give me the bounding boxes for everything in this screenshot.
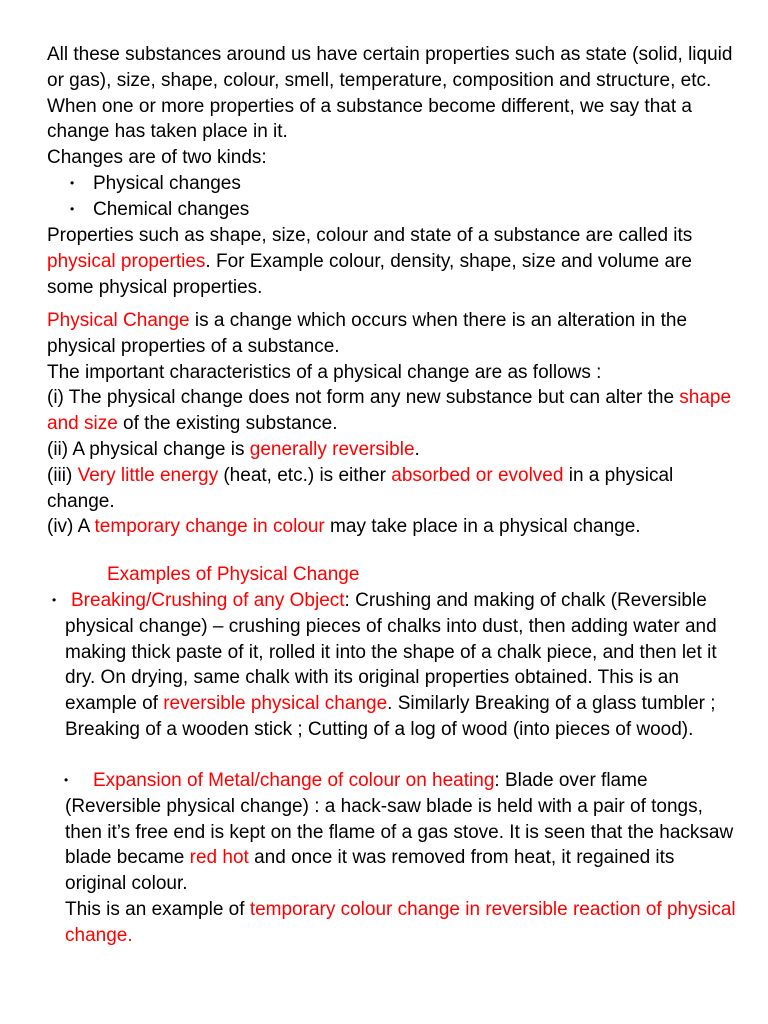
highlight-physical-properties: physical properties xyxy=(47,250,206,272)
example-text: : Blade over flame (Reversible physical change) : a hack-saw blade is held with a pair of tongs, then it’s free end is kept on the flame of a gas stove. It is seen that the hacksaw blade became xyxy=(65,770,734,869)
highlight-red-hot: red hot xyxy=(189,847,249,869)
properties-paragraph xyxy=(47,223,737,300)
highlight-reversible: generally reversible xyxy=(249,438,415,460)
highlight-physical-change: Physical Change xyxy=(47,310,190,331)
highlight-little-energy: Very little energy xyxy=(77,464,219,486)
characteristic-text: (iv) A xyxy=(47,516,95,538)
characteristics-heading: The important characteristics of a physical change are as follows : xyxy=(47,361,602,383)
characteristic-text: in a physical change. xyxy=(47,464,674,512)
list-item-label: Physical changes xyxy=(93,173,241,194)
example-text: . Similarly Breaking of a glass tumbler ; Breaking of a wooden stick ; Cutting of a log of wood (into pieces of wood). xyxy=(65,693,716,740)
highlight-absorbed-evolved: absorbed or evolved xyxy=(391,464,564,486)
intro-paragraph xyxy=(47,42,737,171)
highlight-temporary-colour: temporary change in colour xyxy=(94,516,325,538)
bullet-icon: • xyxy=(70,176,75,190)
kinds-heading: Changes are of two kinds: xyxy=(47,147,267,169)
example-item xyxy=(65,768,737,949)
list-item xyxy=(70,171,249,197)
examples-heading: Examples of Physical Change xyxy=(107,564,360,585)
highlight-temporary-colour-change: temporary colour change in reversible reaction of physical change. xyxy=(65,898,736,946)
example-title: Breaking/Crushing of any Object xyxy=(71,590,345,611)
characteristic-text: (iii) xyxy=(47,464,78,486)
characteristic-text: (ii) A physical change is xyxy=(47,438,250,460)
example-text: : Crushing and making of chalk (Reversible physical change) – crushing pieces of chalks into dust, then adding water and making thick paste of it, rolled it into the shape of a chalk piece, and then let it dry. On drying, same chalk with its original properties obtained. This is an example of xyxy=(65,590,717,715)
characteristic-text: (heat, etc.) is either xyxy=(218,464,392,486)
properties-text: . For Example colour, density, shape, size and volume are some physical properties. xyxy=(47,250,692,298)
characteristic-text: . xyxy=(414,438,420,460)
list-item xyxy=(70,197,250,223)
physical-change-paragraph xyxy=(47,308,737,540)
list-item-label: Chemical changes xyxy=(93,198,250,220)
example-text: and once it was removed from heat, it regained its original colour. xyxy=(65,847,675,895)
highlight-reversible-change: reversible physical change xyxy=(163,693,388,715)
characteristic-text: may take place in a physical change. xyxy=(324,516,641,538)
properties-text: Properties such as shape, size, colour and state of a substance are called its xyxy=(47,225,693,246)
example-title: Expansion of Metal/change of colour on heating xyxy=(93,770,495,791)
example-item xyxy=(52,588,737,743)
bullet-icon: • xyxy=(64,773,69,787)
characteristic-text: (i) The physical change does not form any new substance but can alter the xyxy=(47,387,680,409)
highlight-shape-size: shape and size xyxy=(47,387,732,435)
definition-text: is a change which occurs when there is an alteration in the physical properties of a substance. xyxy=(47,310,688,357)
kinds-list xyxy=(70,171,250,223)
bullet-icon: • xyxy=(52,593,57,607)
characteristic-text: of the existing substance. xyxy=(117,413,338,435)
example-text: This is an example of xyxy=(65,898,250,920)
intro-text: All these substances around us have certain properties such as state (solid, liquid or gas), size, shape, colour, smell, temperature, composition and structure, etc. When one or more properties of a substance become different, we say that a change has taken place in it. xyxy=(47,44,733,143)
bullet-icon: • xyxy=(70,201,75,216)
